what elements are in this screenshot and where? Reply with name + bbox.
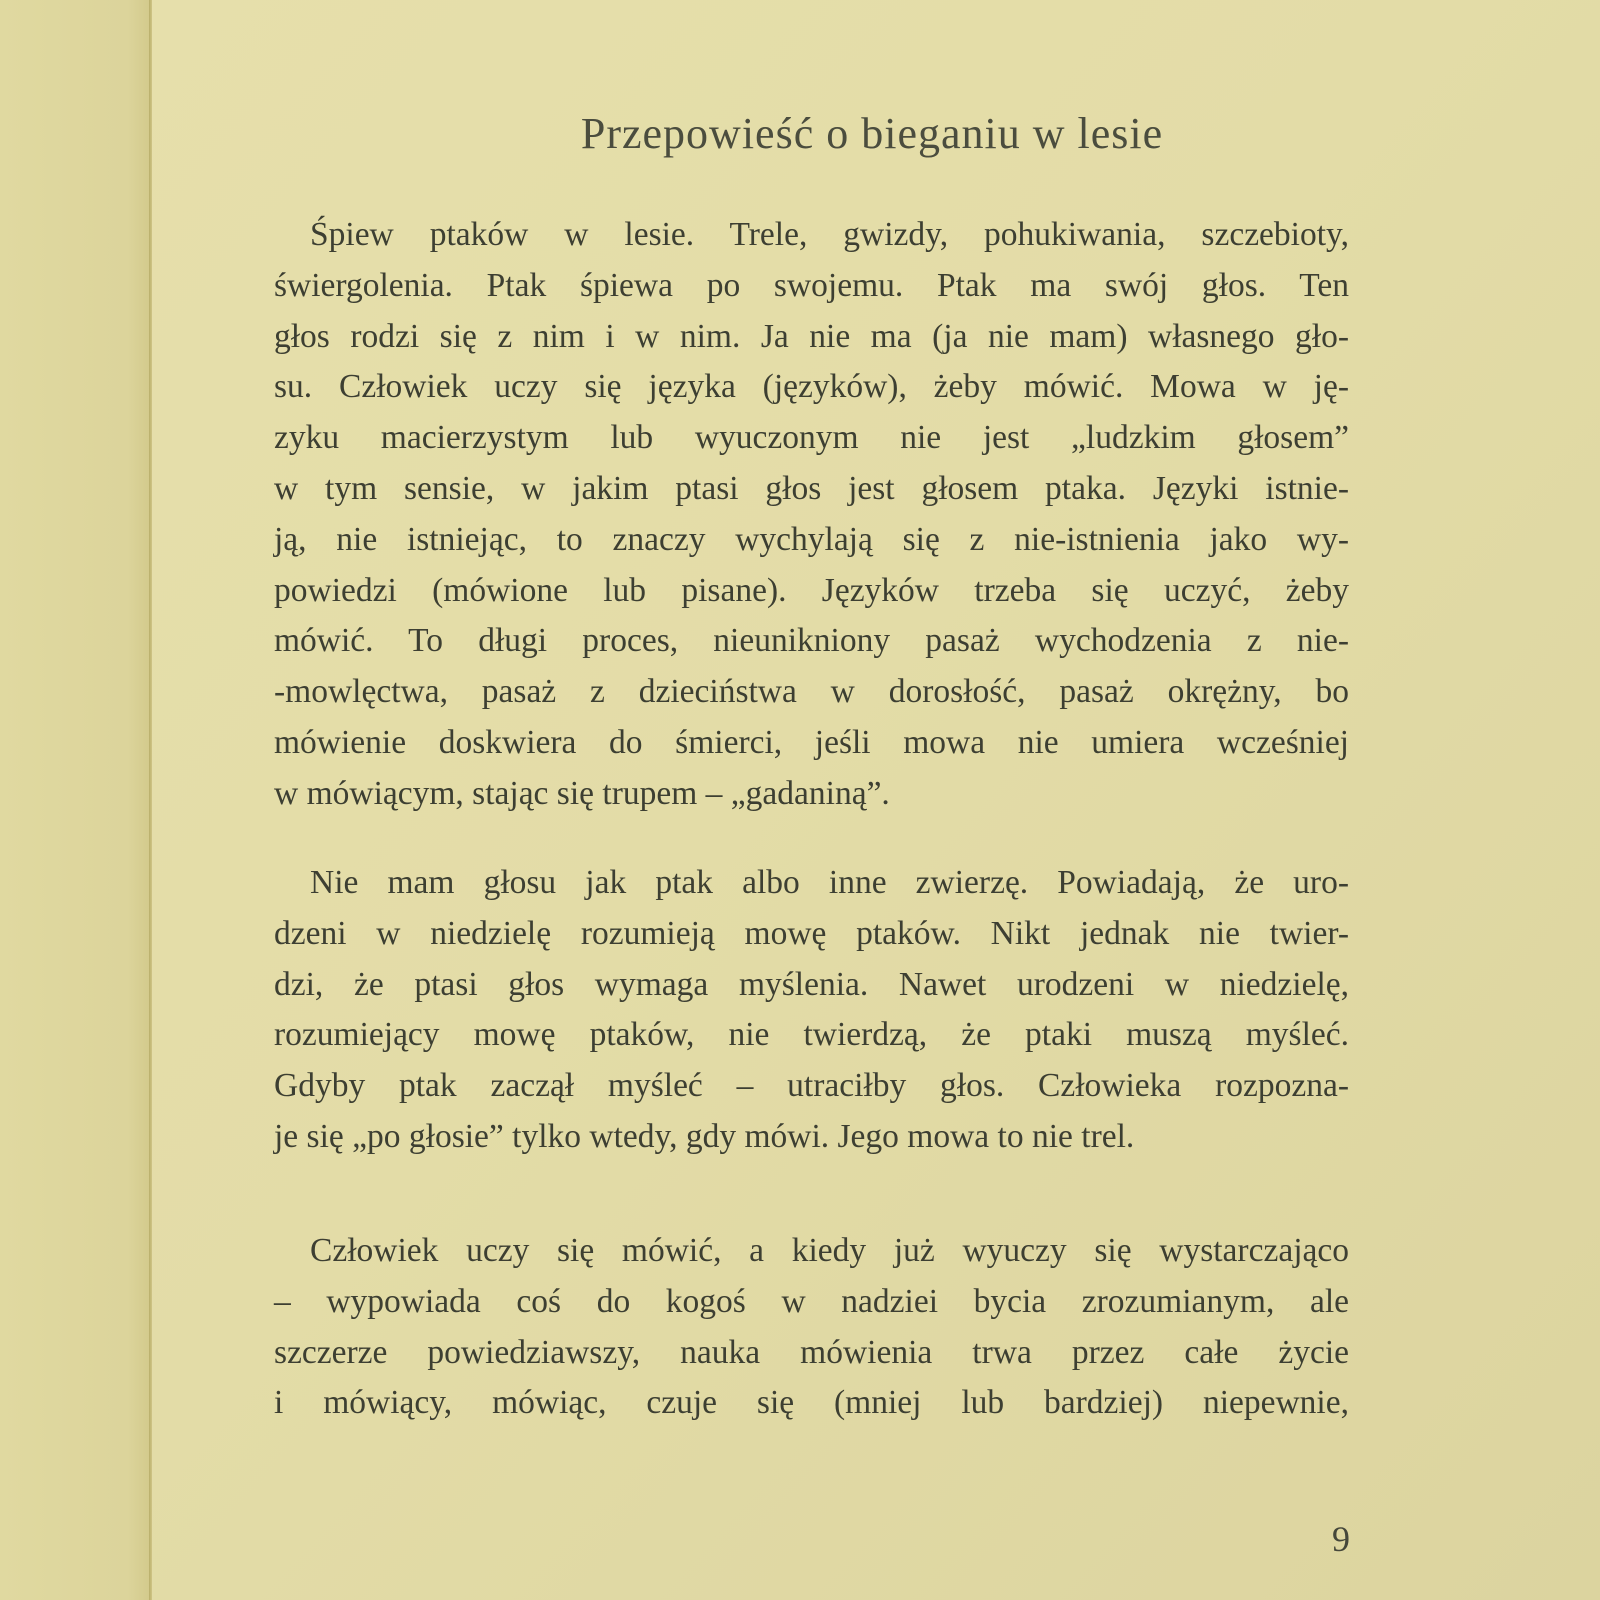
text-line: świergolenia. Ptak śpiewa po swojemu. Ptak ma swój głos. Ten [274, 266, 1349, 304]
text-line: dzeni w niedzielę rozumieją mowę ptaków. Nikt jednak nie twier- [274, 914, 1349, 952]
text-line: dzi, że ptasi głos wymaga myślenia. Nawet urodzeni w niedzielę, [274, 965, 1349, 1003]
text-line: Człowiek uczy się mówić, a kiedy już wyuczy się wystarczająco [310, 1232, 1349, 1269]
text-line: zyku macierzystym lub wyuczonym nie jest „ludzkim głosem” [274, 419, 1349, 457]
text-line: głos rodzi się z nim i w nim. Ja nie ma (ja nie mam) własnego gło- [274, 317, 1349, 355]
paragraph-3 [274, 1226, 1349, 1429]
text-line: ją, nie istniejąc, to znaczy wychylają się z nie-istnienia jako wy- [274, 520, 1349, 558]
text-line: Gdyby ptak zaczął myśleć – utraciłby głos. Człowieka rozpozna- [274, 1067, 1349, 1105]
facing-page-left [0, 0, 150, 1600]
chapter-title: Przepowieść o bieganiu w lesie [580, 109, 1164, 158]
text-line: Nie mam głosu jak ptak albo inne zwierzę. Powiadają, że uro- [310, 864, 1349, 901]
text-line: powiedzi (mówione lub pisane). Języków trzeba się uczyć, żeby [274, 571, 1349, 609]
book-page [152, 0, 1600, 1600]
text-line: -mowlęctwa, pasaż z dzieciństwa w dorosłość, pasaż okrężny, bo [274, 673, 1349, 711]
text-line: mówienie doskwiera do śmierci, jeśli mowa nie umiera wcześniej [274, 723, 1349, 761]
text-line: mówić. To długi proces, nieunikniony pasaż wychodzenia z nie- [274, 622, 1349, 660]
text-line: i mówiący, mówiąc, czuje się (mniej lub bardziej) niepewnie, [274, 1384, 1349, 1422]
text-line: rozumiejący mowę ptaków, nie twierdzą, że ptaki muszą myśleć. [274, 1016, 1349, 1054]
text-line: je się „po głosie” tylko wtedy, gdy mówi. Jego mowa to nie trel. [274, 1117, 1135, 1155]
text-line: su. Człowiek uczy się języka (języków), żeby mówić. Mowa w ję- [274, 368, 1349, 406]
page-number: 9 [1332, 1519, 1350, 1559]
text-line: szczerze powiedziawszy, nauka mówienia trwa przez całe życie [274, 1333, 1349, 1371]
paragraph-2 [274, 858, 1349, 1163]
text-line: Śpiew ptaków w lesie. Trele, gwizdy, pohukiwania, szczebioty, [310, 216, 1349, 253]
text-line: w tym sensie, w jakim ptasi głos jest głosem ptaka. Języki istnie- [274, 469, 1349, 507]
text-line: w mówiącym, stając się trupem – „gadaniną”. [274, 774, 890, 812]
text-line: – wypowiada coś do kogoś w nadziei bycia zrozumianym, ale [274, 1282, 1349, 1320]
paragraph-1 [274, 210, 1349, 820]
